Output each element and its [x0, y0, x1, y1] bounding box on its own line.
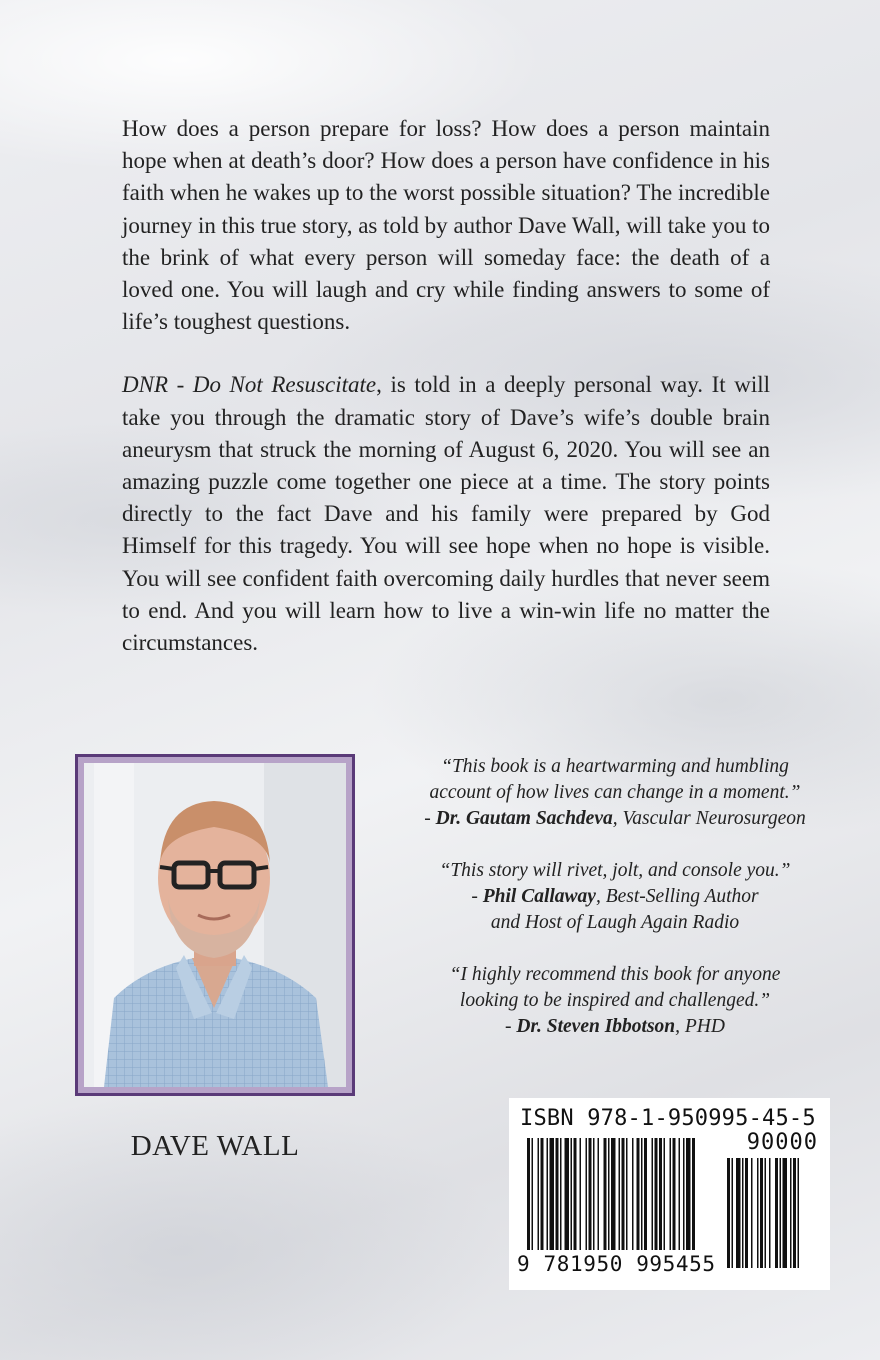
- barcode-bar: [586, 1138, 588, 1250]
- attribution-dash: -: [424, 808, 436, 829]
- barcode-bar: [598, 1138, 600, 1250]
- endorsement-1: [410, 754, 820, 832]
- barcode-bar: [622, 1138, 625, 1250]
- attribution-dash: -: [471, 886, 483, 907]
- barcode-bar: [637, 1138, 640, 1250]
- addon-bar: [732, 1158, 734, 1268]
- isbn-label: ISBN 978-1-950995-45-5: [520, 1106, 816, 1131]
- endorsement-3: [410, 962, 820, 1040]
- barcode-bar: [527, 1138, 530, 1250]
- barcode-bar: [565, 1138, 570, 1250]
- author-photo-frame: [75, 754, 355, 1096]
- addon-bar: [751, 1158, 753, 1268]
- addon-bar: [742, 1158, 744, 1268]
- barcode-bar: [683, 1138, 685, 1250]
- blurb-paragraph-2-text: , is told in a deeply personal way. It will take you through the dramatic story of Dave’s wife’s double brain aneurysm that struck the morning of August 6, 2020. You will see an amazing puzzle come together one piece at a time. The story points directly to the fact Dave and his family were prepared by God Himself for this tragedy. You will see hope when no hope is visible. You will see confident faith overcoming daily hurdles that never seem to end. And you will learn how to live a win-win life no matter the circumstances.: [122, 372, 770, 656]
- addon-bar: [790, 1158, 792, 1268]
- attribution-name: Dr. Gautam Sachdeva: [435, 808, 613, 829]
- barcode-bar: [547, 1138, 549, 1250]
- barcode-bar: [593, 1138, 595, 1250]
- ean-digits: 9 781950 995455: [517, 1252, 716, 1276]
- addon-bar: [760, 1158, 763, 1268]
- barcode-bar: [556, 1138, 559, 1250]
- addon-bar: [757, 1158, 759, 1268]
- quote-attribution: [410, 806, 820, 832]
- attribution-title: , Best-Selling Author: [595, 886, 759, 907]
- barcode-bar: [659, 1138, 662, 1250]
- quote-attribution: [410, 1014, 820, 1040]
- barcode-bar: [611, 1138, 616, 1250]
- barcode-bar: [580, 1138, 582, 1250]
- barcode-bar: [655, 1138, 658, 1250]
- addon-bar: [769, 1158, 771, 1268]
- back-cover-blurb: [122, 113, 770, 690]
- barcode-bar: [532, 1138, 534, 1250]
- barcode-bar: [632, 1138, 634, 1250]
- addon-bar: [727, 1158, 730, 1268]
- addon-bar: [780, 1158, 782, 1268]
- author-photo: [84, 763, 346, 1087]
- barcode-bar: [560, 1138, 562, 1250]
- barcode-bar: [626, 1138, 628, 1250]
- price-code: 90000: [746, 1130, 818, 1155]
- addon-bar: [775, 1158, 778, 1268]
- attribution-title: , PHD: [675, 1016, 725, 1037]
- addon-bar: [783, 1158, 788, 1268]
- addon-bar: [745, 1158, 748, 1268]
- attribution-name: Phil Callaway: [482, 886, 596, 907]
- blurb-paragraph-2: [122, 369, 770, 659]
- quote-attribution: [410, 884, 820, 910]
- barcode-bar: [538, 1138, 540, 1250]
- barcode-bar: [686, 1138, 691, 1250]
- barcode-bar: [589, 1138, 592, 1250]
- barcode-bar: [644, 1138, 647, 1250]
- author-name: DAVE WALL: [130, 1130, 300, 1162]
- barcode-bar: [608, 1138, 610, 1250]
- barcode-bar: [679, 1138, 681, 1250]
- addon-bar: [793, 1158, 796, 1268]
- blurb-paragraph-1: How does a person prepare for loss? How does a person maintain hope when at death’s door? How does a person have confidence in his faith when he wakes up to the worst possible situation? The incredible journey in this true story, as told by author Dave Wall, will take you to the brink of what every person will someday face: the death of a loved one. You will laugh and cry while finding answers to some of life’s toughest questions.: [122, 116, 770, 335]
- author-portrait-illustration: [84, 763, 346, 1087]
- barcode-bar: [541, 1138, 544, 1250]
- barcode-bar: [652, 1138, 654, 1250]
- quote-text-line: “This story will rivet, jolt, and console you.”: [439, 860, 791, 881]
- barcode-bar: [571, 1138, 573, 1250]
- barcode-bar: [574, 1138, 577, 1250]
- barcode-bar: [550, 1138, 555, 1250]
- book-title-inline: DNR - Do Not Resuscitate: [122, 372, 377, 398]
- endorsements: [410, 754, 820, 1066]
- barcode-bar: [619, 1138, 621, 1250]
- addon-bar: [765, 1158, 767, 1268]
- attribution-title-line-2: and Host of Laugh Again Radio: [490, 912, 740, 933]
- barcode-bar: [670, 1138, 672, 1250]
- barcode-bar: [692, 1138, 695, 1250]
- barcode-bar: [673, 1138, 676, 1250]
- addon-bar: [798, 1158, 800, 1268]
- quote-text-line: account of how lives can change in a moment.”: [429, 782, 801, 803]
- barcode-bar: [641, 1138, 643, 1250]
- attribution-dash: -: [505, 1016, 517, 1037]
- barcode-bar: [664, 1138, 666, 1250]
- isbn-barcode: [509, 1098, 830, 1290]
- addon-bar: [736, 1158, 741, 1268]
- endorsement-2: [410, 858, 820, 936]
- quote-text-line: looking to be inspired and challenged.”: [459, 990, 771, 1011]
- attribution-title: , Vascular Neurosurgeon: [612, 808, 806, 829]
- quote-text-line: “I highly recommend this book for anyone: [449, 964, 781, 985]
- attribution-name: Dr. Steven Ibbotson: [516, 1016, 676, 1037]
- barcode-bar: [604, 1138, 607, 1250]
- quote-text-line: “This book is a heartwarming and humbling: [441, 756, 789, 777]
